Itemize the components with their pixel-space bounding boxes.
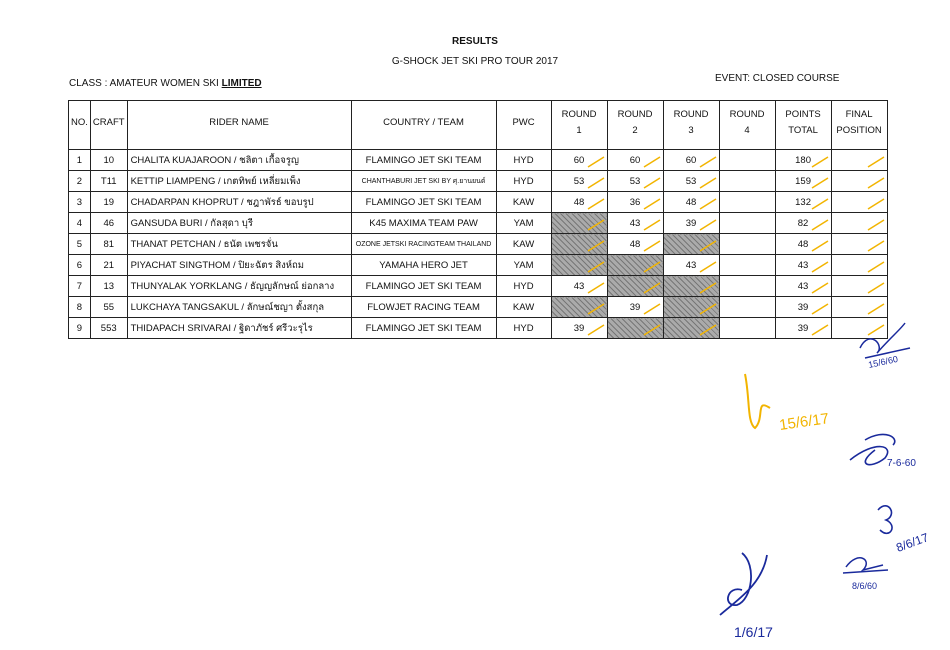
craft-number: 81 — [90, 234, 127, 255]
points-total: 48 — [775, 234, 831, 255]
tick-mark-icon — [587, 177, 605, 189]
round-4-score — [719, 150, 775, 171]
tick-mark-icon — [587, 156, 605, 168]
round-1-score: 43 — [551, 276, 607, 297]
tick-mark-icon — [811, 324, 829, 336]
rider-name: THUNYALAK YORKLANG / ธัญญลักษณ์ ย่อกลาง — [127, 276, 351, 297]
points-total: 39 — [775, 318, 831, 339]
points-total: 180 — [775, 150, 831, 171]
final-position — [831, 234, 887, 255]
signature-6 — [712, 545, 802, 645]
round-4-score — [719, 213, 775, 234]
country-team: K45 MAXIMA TEAM PAW — [351, 213, 496, 234]
pwc: KAW — [496, 234, 551, 255]
signature-5 — [838, 545, 898, 595]
rider-name: PIYACHAT SINGTHOM / ปิยะฉัตร สิงห์ถม — [127, 255, 351, 276]
craft-number: 21 — [90, 255, 127, 276]
country-team: FLAMINGO JET SKI TEAM — [351, 318, 496, 339]
tick-mark-icon — [643, 282, 661, 294]
tick-mark-icon — [587, 219, 605, 231]
results-table — [68, 100, 888, 339]
tick-mark-icon — [587, 261, 605, 273]
round-2-score: 39 — [607, 297, 663, 318]
tick-mark-icon — [811, 219, 829, 231]
header-no: NO. — [69, 101, 91, 150]
tick-mark-icon — [699, 177, 717, 189]
tick-mark-icon — [699, 240, 717, 252]
tick-mark-icon — [867, 177, 885, 189]
header-round-2: ROUND 2 — [607, 101, 663, 150]
round-3-score: 60 — [663, 150, 719, 171]
pwc: HYD — [496, 276, 551, 297]
final-position — [831, 213, 887, 234]
class-limited: LIMITED — [221, 78, 262, 89]
tick-mark-icon — [699, 303, 717, 315]
table-row — [69, 150, 888, 171]
row-number: 6 — [69, 255, 91, 276]
event-label: EVENT: CLOSED COURSE — [715, 73, 840, 84]
round-4-score — [719, 318, 775, 339]
country-team: FLAMINGO JET SKI TEAM — [351, 150, 496, 171]
tick-mark-icon — [643, 303, 661, 315]
signature-1 — [855, 318, 915, 373]
points-total: 159 — [775, 171, 831, 192]
round-1-score — [551, 297, 607, 318]
table-row — [69, 276, 888, 297]
tick-mark-icon — [699, 156, 717, 168]
round-4-score — [719, 276, 775, 297]
round-3-score: 48 — [663, 192, 719, 213]
header-points-total: POINTS TOTAL — [775, 101, 831, 150]
round-2-score: 60 — [607, 150, 663, 171]
craft-number: 19 — [90, 192, 127, 213]
country-team: YAMAHA HERO JET — [351, 255, 496, 276]
tick-mark-icon — [699, 198, 717, 210]
points-total: 43 — [775, 276, 831, 297]
tick-mark-icon — [587, 198, 605, 210]
craft-number: T11 — [90, 171, 127, 192]
round-3-score: 43 — [663, 255, 719, 276]
svg-text:15/6/17: 15/6/17 — [778, 410, 830, 434]
round-2-score: 48 — [607, 234, 663, 255]
tick-mark-icon — [811, 156, 829, 168]
final-position — [831, 255, 887, 276]
header-rider: RIDER NAME — [127, 101, 351, 150]
round-2-score: 36 — [607, 192, 663, 213]
round-2-score: 53 — [607, 171, 663, 192]
row-number: 2 — [69, 171, 91, 192]
header-craft: CRAFT — [90, 101, 127, 150]
final-position — [831, 297, 887, 318]
tick-mark-icon — [867, 282, 885, 294]
country-team: FLOWJET RACING TEAM — [351, 297, 496, 318]
table-row — [69, 192, 888, 213]
craft-number: 46 — [90, 213, 127, 234]
tick-mark-icon — [867, 240, 885, 252]
round-1-score: 60 — [551, 150, 607, 171]
rider-name: CHALITA KUAJAROON / ชลิตา เกื้อจรูญ — [127, 150, 351, 171]
craft-number: 10 — [90, 150, 127, 171]
round-2-score: 43 — [607, 213, 663, 234]
rider-name: GANSUDA BURI / กัลสุดา บุรี — [127, 213, 351, 234]
table-header-row — [69, 101, 888, 150]
tick-mark-icon — [867, 303, 885, 315]
pwc: HYD — [496, 150, 551, 171]
row-number: 3 — [69, 192, 91, 213]
tick-mark-icon — [643, 198, 661, 210]
round-2-score — [607, 318, 663, 339]
final-position — [831, 171, 887, 192]
event-subtitle: G-SHOCK JET SKI PRO TOUR 2017 — [391, 56, 559, 67]
row-number: 4 — [69, 213, 91, 234]
points-total: 132 — [775, 192, 831, 213]
row-number: 9 — [69, 318, 91, 339]
tick-mark-icon — [587, 303, 605, 315]
signature-2 — [735, 368, 830, 443]
row-number: 5 — [69, 234, 91, 255]
pwc: HYD — [496, 171, 551, 192]
craft-number: 13 — [90, 276, 127, 297]
tick-mark-icon — [699, 324, 717, 336]
round-1-score: 48 — [551, 192, 607, 213]
round-1-score — [551, 234, 607, 255]
tick-mark-icon — [643, 177, 661, 189]
svg-text:15/6/60: 15/6/60 — [867, 353, 899, 370]
final-position — [831, 192, 887, 213]
tick-mark-icon — [643, 261, 661, 273]
rider-name: THIDAPACH SRIVARAI / ฐิดาภัชร์ ศรีวะรุไร — [127, 318, 351, 339]
rider-name: CHADARPAN KHOPRUT / ชฎาพัรธ์ ขอบรูป — [127, 192, 351, 213]
points-total: 43 — [775, 255, 831, 276]
svg-text:8/6/60: 8/6/60 — [852, 581, 878, 591]
country-team: FLAMINGO JET SKI TEAM — [351, 192, 496, 213]
tick-mark-icon — [699, 219, 717, 231]
tick-mark-icon — [811, 282, 829, 294]
tick-mark-icon — [587, 324, 605, 336]
points-total: 39 — [775, 297, 831, 318]
round-1-score — [551, 255, 607, 276]
tick-mark-icon — [643, 240, 661, 252]
class-label — [69, 78, 262, 89]
pwc: YAM — [496, 213, 551, 234]
rider-name: LUKCHAYA TANGSAKUL / ลักษณ์ชญา ตั้งสกุล — [127, 297, 351, 318]
tick-mark-icon — [811, 240, 829, 252]
table-row — [69, 171, 888, 192]
table-row — [69, 318, 888, 339]
points-total: 82 — [775, 213, 831, 234]
page-title: RESULTS — [452, 36, 498, 47]
tick-mark-icon — [867, 198, 885, 210]
tick-mark-icon — [587, 240, 605, 252]
class-prefix: CLASS : AMATEUR WOMEN SKI — [69, 78, 219, 89]
header-pwc: PWC — [496, 101, 551, 150]
country-team: FLAMINGO JET SKI TEAM — [351, 276, 496, 297]
round-1-score: 53 — [551, 171, 607, 192]
round-4-score — [719, 255, 775, 276]
final-position — [831, 150, 887, 171]
header-round-4: ROUND 4 — [719, 101, 775, 150]
round-4-score — [719, 297, 775, 318]
table-row — [69, 234, 888, 255]
tick-mark-icon — [643, 324, 661, 336]
round-4-score — [719, 192, 775, 213]
round-3-score — [663, 297, 719, 318]
round-3-score: 39 — [663, 213, 719, 234]
header-round-1: ROUND 1 — [551, 101, 607, 150]
craft-number: 55 — [90, 297, 127, 318]
tick-mark-icon — [699, 261, 717, 273]
pwc: KAW — [496, 297, 551, 318]
signature-3 — [845, 420, 935, 480]
round-4-score — [719, 234, 775, 255]
round-3-score — [663, 234, 719, 255]
tick-mark-icon — [643, 156, 661, 168]
row-number: 1 — [69, 150, 91, 171]
round-4-score — [719, 171, 775, 192]
tick-mark-icon — [867, 219, 885, 231]
rider-name: KETTIP LIAMPENG / เกตทิพย์ เหลี่ยมเพ็ง — [127, 171, 351, 192]
tick-mark-icon — [699, 282, 717, 294]
tick-mark-icon — [643, 219, 661, 231]
round-2-score — [607, 255, 663, 276]
tick-mark-icon — [811, 198, 829, 210]
table-row — [69, 255, 888, 276]
svg-text:7-6-60: 7-6-60 — [887, 458, 916, 469]
round-1-score: 39 — [551, 318, 607, 339]
round-2-score — [607, 276, 663, 297]
tick-mark-icon — [867, 156, 885, 168]
rider-name: THANAT PETCHAN / ธนัต เพชรจั่น — [127, 234, 351, 255]
tick-mark-icon — [811, 177, 829, 189]
header-final-position: FINAL POSITION — [831, 101, 887, 150]
svg-text:8/6/17: 8/6/17 — [894, 530, 931, 555]
round-3-score — [663, 318, 719, 339]
pwc: KAW — [496, 192, 551, 213]
svg-text:1/6/17: 1/6/17 — [734, 624, 773, 640]
round-3-score — [663, 276, 719, 297]
row-number: 8 — [69, 297, 91, 318]
tick-mark-icon — [811, 303, 829, 315]
country-team: OZONE JETSKI RACINGTEAM THAILAND — [351, 234, 496, 255]
header-country: COUNTRY / TEAM — [351, 101, 496, 150]
pwc: HYD — [496, 318, 551, 339]
header-round-3: ROUND 3 — [663, 101, 719, 150]
country-team: CHANTHABURI JET SKI BY ศุ.ยานยนต์ — [351, 171, 496, 192]
tick-mark-icon — [587, 282, 605, 294]
table-row — [69, 297, 888, 318]
tick-mark-icon — [811, 261, 829, 273]
row-number: 7 — [69, 276, 91, 297]
tick-mark-icon — [867, 261, 885, 273]
round-1-score — [551, 213, 607, 234]
final-position — [831, 276, 887, 297]
table-row — [69, 213, 888, 234]
round-3-score: 53 — [663, 171, 719, 192]
craft-number: 553 — [90, 318, 127, 339]
pwc: YAM — [496, 255, 551, 276]
